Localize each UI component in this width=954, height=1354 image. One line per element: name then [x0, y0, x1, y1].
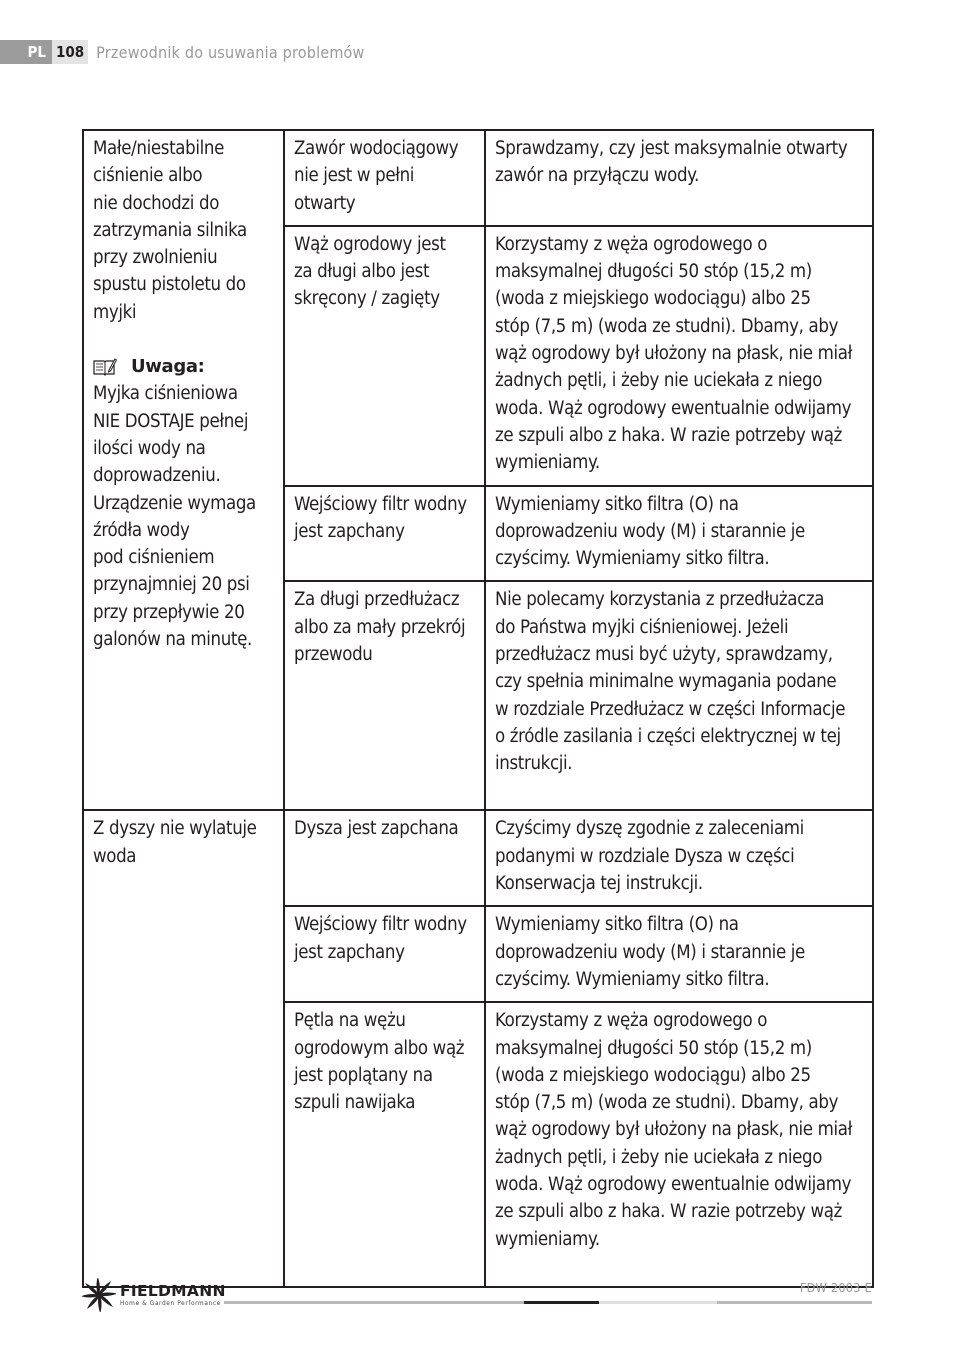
- note-text: [93, 380, 275, 653]
- cause-cell: [284, 130, 485, 226]
- fan-logo-icon: [82, 1278, 116, 1312]
- text-line: Z dyszy nie wylatuje: [93, 818, 257, 840]
- language-tab: PL: [0, 40, 52, 64]
- text-line: doprowadzeniu wody (M) i starannie je: [495, 520, 805, 542]
- solution-cell: [485, 906, 873, 1002]
- model-number: FDW 2003 E: [799, 1280, 872, 1295]
- text-line: stóp (7,5 m) (woda ze studni). Dbamy, aby: [495, 315, 839, 337]
- text-line: Wymieniamy sitko filtra (O) na: [495, 493, 739, 515]
- text-line: o źródle zasilania i części elektrycznej w tej: [495, 725, 841, 747]
- cause-cell: [284, 1002, 485, 1287]
- text-line: (woda z miejskiego wodociągu) albo 25: [495, 288, 811, 310]
- text-line: Korzystamy z węża ogrodowego o: [495, 233, 768, 255]
- text-line: Dysza jest zapchana: [294, 818, 459, 840]
- text-line: przynajmniej 20 psi: [93, 574, 250, 596]
- page-footer: [82, 1276, 872, 1316]
- troubleshooting-table: [82, 129, 874, 1288]
- text-line: (woda z miejskiego wodociągu) albo 25: [495, 1064, 811, 1086]
- text-line: doprowadzeniu wody (M) i starannie je: [495, 941, 805, 963]
- cause-cell: [284, 486, 485, 582]
- brand-tagline: Home & Garden Performance: [120, 1299, 221, 1307]
- solution-cell: [485, 226, 873, 486]
- note-book-icon: [93, 358, 117, 376]
- text-line: wymieniamy.: [495, 452, 600, 474]
- text-line: skręcony / zagięty: [294, 288, 440, 310]
- text-line: woda. Wąż ogrodowy ewentualnie odwijamy: [495, 397, 852, 419]
- text-line: czy spełnia minimalne wymagania podane: [495, 671, 837, 693]
- text-line: żadnych pętli, i żeby nie uciekała z niego: [495, 370, 823, 392]
- text-line: woda. Wąż ogrodowy ewentualnie odwijamy: [495, 1174, 852, 1196]
- text-line: otwarty: [294, 192, 356, 214]
- cause-cell: [284, 906, 485, 1002]
- text-line: pod ciśnieniem: [93, 547, 215, 569]
- text-line: do Państwa myjki ciśnieniowej. Jeżeli: [495, 616, 789, 638]
- solution-cell: [485, 581, 873, 810]
- text-line: Wymieniamy sitko filtra (O) na: [495, 914, 739, 936]
- text-line: jest poplątany na: [294, 1064, 433, 1086]
- text-line: podanymi w rozdziale Dysza w części: [495, 845, 795, 867]
- text-line: maksymalnej długości 50 stóp (15,2 m): [495, 1037, 812, 1059]
- solution-cell: [485, 1002, 873, 1287]
- brand-logo: [82, 1278, 226, 1312]
- table-row: [83, 810, 873, 906]
- brand-name: FIELDMANN: [120, 1282, 226, 1300]
- text-line: Zawór wodociągowy: [294, 138, 459, 159]
- text-line: żadnych pętli, i żeby nie uciekała z niego: [495, 1146, 823, 1168]
- text-line: spustu pistoletu do: [93, 274, 246, 296]
- solution-cell: [485, 486, 873, 582]
- text-line: galonów na minutę.: [93, 629, 252, 651]
- footer-rule-light: [599, 1301, 717, 1304]
- solution-cell: [485, 810, 873, 906]
- text-line: woda: [93, 845, 137, 867]
- text-line: czyścimy. Wymieniamy sitko filtra.: [495, 968, 770, 990]
- text-line: Nie polecamy korzystania z przedłużacza: [495, 589, 825, 611]
- text-line: Korzystamy z węża ogrodowego o: [495, 1010, 768, 1032]
- text-line: NIE DOSTAJE pełnej: [93, 410, 249, 432]
- text-line: Wejściowy filtr wodny: [294, 914, 467, 936]
- text-line: przy przepływie 20: [93, 601, 245, 623]
- logo-text: [120, 1283, 226, 1307]
- text-line: maksymalnej długości 50 stóp (15,2 m): [495, 261, 812, 283]
- text-line: Konserwacja tej instrukcji.: [495, 873, 703, 895]
- text-line: szpuli nawijaka: [294, 1092, 416, 1114]
- text-line: doprowadzeniu.: [93, 465, 221, 487]
- text-line: Urządzenie wymaga: [93, 492, 256, 514]
- problem-cell: [83, 810, 284, 1287]
- text-line: w rozdziale Przedłużacz w części Informacje: [495, 698, 846, 720]
- page-number: 108: [52, 40, 88, 64]
- text-line: źródła wody: [93, 519, 190, 541]
- cause-cell: [284, 581, 485, 810]
- footer-rule-end: [717, 1301, 872, 1304]
- section-title: Przewodnik do usuwania problemów: [96, 42, 365, 62]
- text-line: ciśnienie albo: [93, 165, 203, 187]
- note-heading: [93, 353, 275, 380]
- problem-cell: [83, 130, 284, 810]
- text-line: czyścimy. Wymieniamy sitko filtra.: [495, 548, 770, 570]
- text-line: przedłużacz musi być użyty, sprawdzamy,: [495, 644, 833, 666]
- text-line: wąż ogrodowy był ułożony na płask, nie miał: [495, 343, 852, 365]
- text-line: albo za mały przekrój: [294, 616, 466, 638]
- text-line: instrukcji.: [495, 753, 573, 775]
- text-line: jest zapchany: [294, 941, 405, 963]
- text-line: ze szpuli albo z haka. W razie potrzeby wąż: [495, 424, 842, 446]
- cause-cell: [284, 226, 485, 486]
- text-line: Myjka ciśnieniowa: [93, 383, 238, 405]
- text-line: za długi albo jest: [294, 261, 430, 283]
- text-line: nie dochodzi do: [93, 192, 220, 214]
- text-line: Sprawdzamy, czy jest maksymalnie otwarty: [495, 138, 848, 159]
- text-line: Wejściowy filtr wodny: [294, 493, 467, 515]
- text-line: nie jest w pełni: [294, 165, 415, 187]
- footer-rule: [224, 1301, 524, 1304]
- cause-cell: [284, 810, 485, 906]
- note-title: Uwaga:: [131, 356, 205, 378]
- text-line: stóp (7,5 m) (woda ze studni). Dbamy, aby: [495, 1092, 839, 1114]
- solution-cell: [485, 130, 873, 226]
- text-line: ze szpuli albo z haka. W razie potrzeby wąż: [495, 1201, 842, 1223]
- text-line: Czyścimy dyszę zgodnie z zaleceniami: [495, 818, 804, 840]
- text-line: myjki: [93, 301, 137, 323]
- text-line: Pętla na wężu: [294, 1010, 406, 1032]
- problem-text: [93, 135, 275, 326]
- text-line: przy zwolnieniu: [93, 247, 218, 269]
- text-line: Wąż ogrodowy jest: [294, 233, 446, 255]
- text-line: przewodu: [294, 644, 373, 666]
- text-line: Małe/niestabilne: [93, 138, 224, 159]
- text-line: wymieniamy.: [495, 1228, 600, 1250]
- text-line: zawór na przyłączu wody.: [495, 165, 699, 187]
- text-line: ogrodowym albo wąż: [294, 1037, 465, 1059]
- text-line: wąż ogrodowy był ułożony na płask, nie miał: [495, 1119, 852, 1141]
- text-line: ilości wody na: [93, 437, 206, 459]
- page-header: [0, 40, 365, 64]
- text-line: Za długi przedłużacz: [294, 589, 460, 611]
- table-row: [83, 130, 873, 226]
- footer-rule-accent: [524, 1301, 599, 1304]
- text-line: zatrzymania silnika: [93, 219, 247, 241]
- text-line: jest zapchany: [294, 520, 405, 542]
